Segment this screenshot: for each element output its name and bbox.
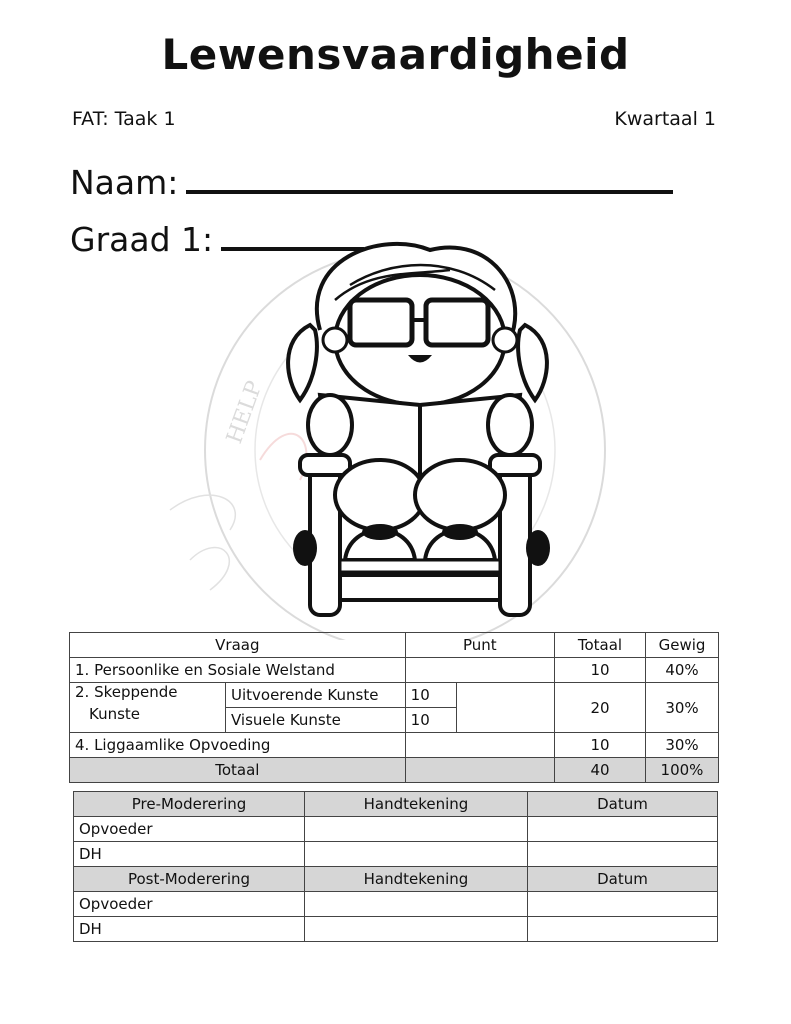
table-row bbox=[74, 817, 718, 842]
name-label: Naam: bbox=[70, 163, 179, 202]
row3-punt bbox=[405, 733, 554, 758]
row1-gewig: 40% bbox=[646, 658, 719, 683]
row2-gewig: 30% bbox=[646, 683, 719, 733]
name-field[interactable] bbox=[70, 163, 673, 202]
pre-moderation-title: Pre-Moderering bbox=[74, 792, 305, 817]
row3-gewig: 30% bbox=[646, 733, 719, 758]
post-educator-signature-cell[interactable] bbox=[305, 892, 528, 917]
row3-totaal: 10 bbox=[555, 733, 646, 758]
page-title: Lewensvaardigheid bbox=[161, 30, 630, 79]
row2-sub2: Visuele Kunste bbox=[226, 708, 406, 733]
pre-dh-date-cell[interactable] bbox=[528, 842, 718, 867]
post-date-header: Datum bbox=[528, 867, 718, 892]
post-moderation-title: Post-Moderering bbox=[74, 867, 305, 892]
col-header-punt: Punt bbox=[405, 633, 554, 658]
row2-sub1-punt: 10 bbox=[405, 683, 456, 708]
table-row bbox=[70, 658, 719, 683]
post-educator-date-cell[interactable] bbox=[528, 892, 718, 917]
post-row-educator: Opvoeder bbox=[74, 892, 305, 917]
table-row bbox=[74, 917, 718, 942]
moderation-table bbox=[73, 791, 718, 942]
girl-wheelchair-reading-illustration bbox=[150, 230, 630, 640]
pre-dh-signature-cell[interactable] bbox=[305, 842, 528, 867]
grade-label: Graad 1: bbox=[70, 220, 214, 259]
pre-moderation-header bbox=[74, 792, 718, 817]
row2-vraag bbox=[70, 683, 226, 733]
row1-punt bbox=[405, 658, 554, 683]
table-row bbox=[74, 842, 718, 867]
marks-header-row bbox=[70, 633, 719, 658]
col-header-gewig: Gewig bbox=[646, 633, 719, 658]
pre-educator-signature-cell[interactable] bbox=[305, 817, 528, 842]
row2-punt-spacer bbox=[456, 683, 554, 733]
row1-totaal: 10 bbox=[555, 658, 646, 683]
post-dh-signature-cell[interactable] bbox=[305, 917, 528, 942]
total-punt bbox=[405, 758, 554, 783]
post-signature-header: Handtekening bbox=[305, 867, 528, 892]
total-gewig: 100% bbox=[646, 758, 719, 783]
name-line[interactable] bbox=[186, 189, 673, 194]
pre-row-dh: DH bbox=[74, 842, 305, 867]
row3-vraag: 4. Liggaamlike Opvoeding bbox=[70, 733, 406, 758]
total-label: Totaal bbox=[70, 758, 406, 783]
total-row bbox=[70, 758, 719, 783]
row2-sub1: Uitvoerende Kunste bbox=[226, 683, 406, 708]
watermark-text: HELP bbox=[222, 377, 268, 448]
task-label: FAT: Taak 1 bbox=[72, 108, 176, 130]
table-row bbox=[70, 733, 719, 758]
row2-sub2-punt: 10 bbox=[405, 708, 456, 733]
row2-vraag-line2: Kunste bbox=[89, 705, 141, 723]
table-row bbox=[70, 683, 719, 708]
post-dh-date-cell[interactable] bbox=[528, 917, 718, 942]
col-header-totaal: Totaal bbox=[555, 633, 646, 658]
col-header-vraag: Vraag bbox=[70, 633, 406, 658]
pre-signature-header: Handtekening bbox=[305, 792, 528, 817]
marks-table bbox=[69, 632, 719, 783]
pre-row-educator: Opvoeder bbox=[74, 817, 305, 842]
total-totaal: 40 bbox=[555, 758, 646, 783]
table-row bbox=[74, 892, 718, 917]
pre-educator-date-cell[interactable] bbox=[528, 817, 718, 842]
term-label: Kwartaal 1 bbox=[614, 108, 716, 130]
row2-totaal: 20 bbox=[555, 683, 646, 733]
row2-vraag-line1: 2. Skeppende bbox=[75, 683, 178, 701]
row1-vraag: 1. Persoonlike en Sosiale Welstand bbox=[70, 658, 406, 683]
post-row-dh: DH bbox=[74, 917, 305, 942]
post-moderation-header bbox=[74, 867, 718, 892]
pre-date-header: Datum bbox=[528, 792, 718, 817]
